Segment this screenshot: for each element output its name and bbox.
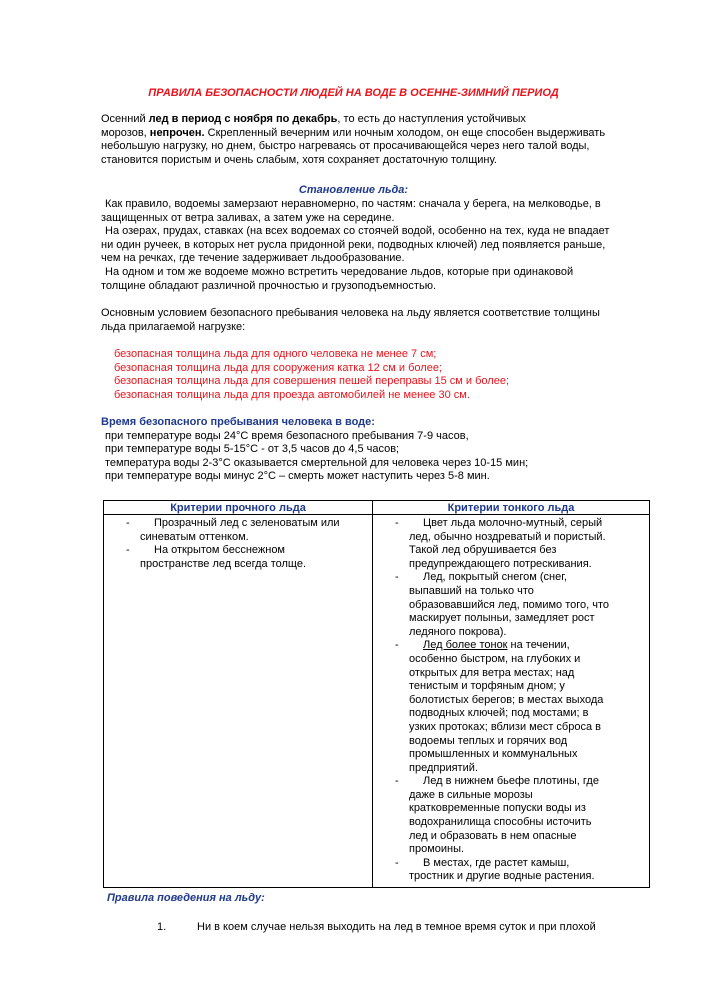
condition-paragraph xyxy=(101,307,661,334)
intro-text: Скрепленный вечерним или ночным холодом, он еще способен выдерживать xyxy=(204,126,606,139)
bullet-dash: - xyxy=(395,639,399,652)
item-text: Прозрачный лед с зеленоватым или xyxy=(154,517,340,529)
item-text: кратковременные попуски воды из xyxy=(409,802,586,815)
formation-line: ни один ручеек, в которых нет русла придонной реки, подводных ключей) лед появляется раньше, xyxy=(101,238,606,251)
table-header-row xyxy=(104,501,650,515)
bullet-dash: - xyxy=(126,544,130,557)
intro-text: Осенний xyxy=(101,113,149,125)
thin-ice-cell xyxy=(373,515,650,888)
intro-line-3: небольшую нагрузку, но днем, быстро нагреваясь от просачивающейся через него талой воды, xyxy=(101,140,590,153)
bullet-dash: - xyxy=(395,571,399,584)
thickness-item: безопасная толщина льда для проезда автомобилей не менее 30 см. xyxy=(114,388,470,401)
item-text: синеватым оттенком. xyxy=(140,530,249,543)
intro-bold-fragile: непрочен. xyxy=(149,126,205,139)
intro-bold-period: лед в период с ноября по декабрь xyxy=(148,113,338,125)
water-time-heading: Время безопасного пребывания человека в воде: xyxy=(101,416,375,428)
page-title: ПРАВИЛА БЕЗОПАСНОСТИ ЛЮДЕЙ НА ВОДЕ В ОСЕННЕ-ЗИМНИЙ ПЕРИОД xyxy=(148,87,559,99)
item-text: подводных ключей; под мостами; в xyxy=(409,707,589,720)
item-text: маскирует полыньи, замедляет рост xyxy=(409,612,595,625)
item-text: даже в сильные морозы xyxy=(409,788,533,801)
formation-heading: Становление льда: xyxy=(298,184,409,196)
item-text: тенистым и торфяным дном; у xyxy=(409,680,565,693)
intro-line-1 xyxy=(101,113,661,127)
item-text: узких протоках; вблизи мест сброса в xyxy=(409,720,601,733)
item-text: выпавший на только что xyxy=(409,584,534,597)
thin-ice-item xyxy=(377,571,645,639)
formation-line: Как правило, водоемы замерзают неравномерно, по частям: сначала у берега, на мелководье, в xyxy=(105,198,601,210)
item-text: предприятий. xyxy=(409,761,478,774)
formation-line: толщине обладают различной прочностью и грузоподъемностью. xyxy=(101,279,436,292)
item-text: Такой лед обрушивается без xyxy=(409,544,557,557)
water-time-line: при температуре воды 5-15°С - от 3,5 часов до 4,5 часов; xyxy=(105,443,400,456)
thin-ice-item xyxy=(377,517,645,571)
item-text: Лед, покрытый снегом (снег, xyxy=(423,571,567,584)
rules-heading: Правила поведения на льду: xyxy=(107,892,265,904)
item-text: промоины. xyxy=(409,843,465,856)
thin-ice-item xyxy=(377,857,645,884)
thin-ice-item xyxy=(377,775,645,857)
item-text xyxy=(409,639,645,653)
underlined-text: Лед более тонок xyxy=(423,639,508,652)
item-text: тростник и другие водные растения. xyxy=(409,870,595,883)
strong-ice-item xyxy=(108,544,368,571)
intro-text: морозов, xyxy=(101,126,150,139)
condition-line: льда прилагаемой нагрузке: xyxy=(101,320,246,333)
intro-paragraph xyxy=(101,113,661,167)
item-text: На открытом бесснежном xyxy=(154,544,285,557)
water-time-line: при температуре воды 24°С время безопасного пребывания 7-9 часов, xyxy=(105,429,469,442)
table-row xyxy=(104,515,650,888)
ice-criteria-table xyxy=(103,500,650,888)
item-text: ледяного покрова). xyxy=(409,625,507,638)
bullet-dash: - xyxy=(395,517,399,529)
intro-line-4: становится пористым и очень слабым, хотя сохраняет достаточную толщину. xyxy=(101,153,497,166)
rule-item xyxy=(157,921,637,933)
item-text: на течении, xyxy=(507,639,570,652)
item-text: промышленных и коммунальных xyxy=(409,748,578,761)
strong-ice-cell xyxy=(104,515,373,888)
bullet-dash: - xyxy=(395,775,399,788)
intro-line-2 xyxy=(101,127,661,141)
thickness-item: безопасная толщина льда для одного человека не менее 7 см; xyxy=(114,348,437,360)
formation-line: чем на речках, где течение задерживает льдообразование. xyxy=(101,252,405,265)
thickness-item: безопасная толщина льда для сооружения катка 12 см и более; xyxy=(114,361,442,374)
item-text: пространстве лед всегда толще. xyxy=(140,557,306,570)
rule-text: Ни в коем случае нельзя выходить на лед в темное время суток и при плохой xyxy=(197,921,596,933)
intro-text: , то есть до наступления устойчивых xyxy=(337,113,526,125)
item-text: В местах, где растет камыш, xyxy=(423,856,570,869)
item-text: водохранилища способны источить xyxy=(409,816,592,829)
formation-line: На озерах, прудах, ставках (на всех водоемах со стоячей водой, особенно на тех, куда не впадает xyxy=(105,225,610,238)
water-time-line: температура воды 2-3°С оказывается смертельной для человека через 10-15 мин; xyxy=(105,456,529,469)
rule-number: 1. xyxy=(157,921,167,933)
item-text: лед и образовать в нем опасные xyxy=(409,829,577,842)
item-text: предупреждающего потрескивания. xyxy=(409,557,592,570)
thin-ice-header: Критерии тонкого льда xyxy=(373,501,650,515)
strong-ice-header: Критерии прочного льда xyxy=(104,501,373,515)
bullet-dash: - xyxy=(126,517,130,529)
item-text: образовавшийся лед, помимо того, что xyxy=(409,598,610,611)
formation-paragraph xyxy=(101,198,661,293)
item-text: особенно быстром, на глубоких и xyxy=(409,652,581,665)
strong-ice-item xyxy=(108,517,368,544)
bullet-dash: - xyxy=(395,856,399,869)
thickness-item: безопасная толщина льда для совершения пешей переправы 15 см и более; xyxy=(114,375,510,388)
thickness-list xyxy=(114,348,674,402)
water-time-line: при температуре воды минус 2°С – смерть может наступить через 5-8 мин. xyxy=(105,470,490,483)
formation-line: защищенных от ветра заливах, а затем уже на середине. xyxy=(101,211,395,224)
condition-line: Основным условием безопасного пребывания человека на льду является соответствие толщины xyxy=(101,307,600,319)
item-text: болотистых берегов; в местах выхода xyxy=(409,693,604,706)
thin-ice-item xyxy=(377,639,645,775)
item-text: водоемы теплых и горячих вод xyxy=(409,734,568,747)
item-text: Цвет льда молочно-мутный, серый xyxy=(423,517,603,529)
formation-line: На одном и том же водоеме можно встретить чередование льдов, которые при одинаковой xyxy=(105,265,574,278)
item-text: Лед в нижнем бьефе плотины, где xyxy=(423,775,599,788)
item-text: лед, обычно ноздреватый и пористый. xyxy=(409,530,606,543)
water-time-section xyxy=(101,416,661,484)
item-text: открытых для ветра местах; над xyxy=(409,666,575,679)
